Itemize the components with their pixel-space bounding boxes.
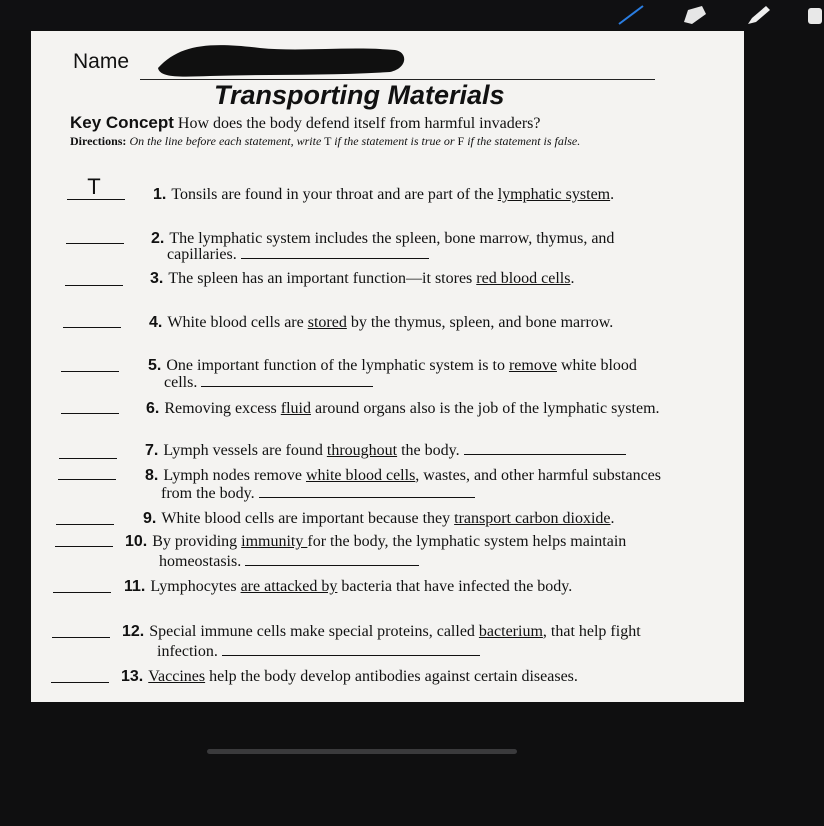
pen-icon[interactable]: [616, 2, 648, 26]
fill-line[interactable]: [201, 385, 373, 387]
answer-blank-8[interactable]: [58, 479, 116, 480]
answer-blank-2[interactable]: [66, 243, 124, 244]
statement-7: 7. Lymph vessels are found throughout the body.: [145, 442, 626, 460]
statement-5-cont: cells.: [164, 374, 373, 392]
redaction-scribble: [150, 36, 410, 80]
statement-11: 11. Lymphocytes are attacked by bacteria that have infected the body.: [124, 578, 573, 595]
directions: Directions: On the line before each statement, write T if the statement is true or F if the statement is false.: [70, 134, 581, 148]
statement-12: 12. Special immune cells make special proteins, called bacterium, that help fight: [122, 623, 641, 640]
highlighter-icon[interactable]: [742, 2, 774, 26]
fill-line[interactable]: [464, 453, 626, 455]
statement-10: 10. By providing immunity for the body, the lymphatic system helps maintain: [125, 533, 627, 550]
statement-2-cont: capillaries.: [167, 246, 429, 264]
answer-blank-10[interactable]: [55, 546, 113, 547]
key-concept: [70, 113, 540, 133]
statement-13: 13. Vaccines help the body develop antibodies against certain diseases.: [121, 668, 578, 685]
answer-blank-6[interactable]: [61, 413, 119, 414]
eraser-icon[interactable]: [680, 2, 712, 26]
statement-2: 2. The lymphatic system includes the spleen, bone marrow, thymus, and: [151, 230, 615, 247]
fill-line[interactable]: [259, 496, 475, 498]
name-label: Name: [73, 50, 130, 73]
tool-icon[interactable]: [800, 2, 824, 26]
statement-1: 1. Tonsils are found in your throat and are part of the lymphatic system.: [153, 186, 615, 203]
fill-line[interactable]: [241, 257, 429, 259]
statement-3: 3. The spleen has an important function—it stores red blood cells.: [150, 270, 575, 287]
directions-label: Directions:: [70, 134, 127, 148]
statement-10-cont: homeostasis.: [159, 553, 419, 571]
answer-blank-7[interactable]: [59, 458, 117, 459]
key-concept-label: Key Concept: [70, 113, 174, 132]
statement-6: 6. Removing excess fluid around organs also is the job of the lymphatic system.: [146, 400, 660, 417]
answer-1: T: [87, 174, 101, 199]
page-title: Transporting Materials: [214, 80, 505, 110]
statement-4: 4. White blood cells are stored by the thymus, spleen, and bone marrow.: [149, 314, 614, 331]
answer-blank-13[interactable]: [51, 682, 109, 683]
fill-line[interactable]: [222, 654, 480, 656]
answer-blank-3[interactable]: [65, 285, 123, 286]
answer-blank-11[interactable]: [53, 592, 111, 593]
toolbar: [0, 0, 824, 30]
statement-8-cont: from the body.: [161, 485, 475, 503]
answer-blank-5[interactable]: [61, 371, 119, 372]
statement-12-cont: infection.: [157, 643, 480, 661]
answer-blank-9[interactable]: [56, 524, 114, 525]
answer-blank-12[interactable]: [52, 637, 110, 638]
statement-8: 8. Lymph nodes remove white blood cells, wastes, and other harmful substances: [145, 467, 662, 484]
fill-line[interactable]: [245, 564, 419, 566]
statement-5: 5. One important function of the lymphatic system is to remove white blood: [148, 357, 637, 374]
key-concept-text: How does the body defend itself from harmful invaders?: [177, 115, 541, 132]
home-indicator[interactable]: [207, 749, 517, 754]
answer-blank-4[interactable]: [63, 327, 121, 328]
statement-9: 9. White blood cells are important because they transport carbon dioxide.: [143, 510, 615, 527]
